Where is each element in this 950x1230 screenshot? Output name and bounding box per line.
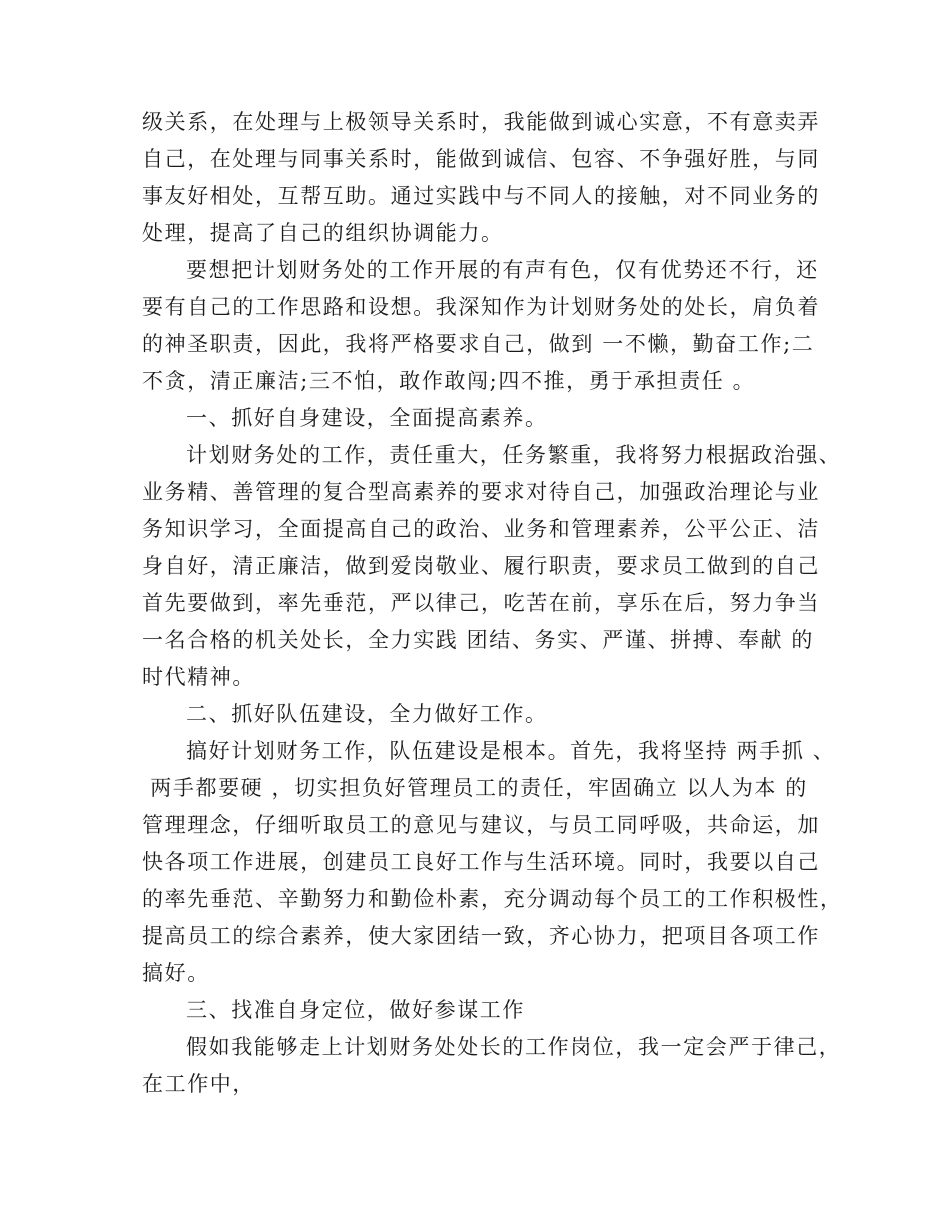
text-line: 务知识学习，全面提高自己的政治、业务和管理素养，公平公正、洁 [142,517,820,541]
text-line: 快各项工作进展，创建员工良好工作与生活环境。同时，我要以自己 [142,850,820,874]
text-line: 三、找准自身定位，做好参谋工作 [186,998,525,1022]
text-line: 提高员工的综合素养，使大家团结一致，齐心协力，把项目各项工作 [142,924,820,948]
text-line: 要想把计划财务处的工作开展的有声有色，仅有优势还不行，还 [186,258,819,282]
text-line: 的率先垂范、辛勤努力和勤俭朴素，充分调动每个员工的工作积极性， [142,887,843,911]
text-line: 业务精、善管理的复合型高素养的要求对待自己，加强政治理论与业 [142,480,820,504]
text-line: 时代精神。 [142,665,255,689]
text-line: 搞好。 [142,961,210,985]
text-line: 一名合格的机关处长，全力实践 团结、务实、严谨、拼搏、奉献 的 [142,628,814,652]
text-line: 不贪，清正廉洁;三不怕，敢作敢闯;四不推，勇于承担责任 。 [142,369,756,393]
text-line: 自己，在处理与同事关系时，能做到诚信、包容、不争强好胜，与同 [142,147,820,171]
text-line: 一、抓好自身建设，全面提高素养。 [186,406,548,430]
text-line: 身自好，清正廉洁，做到爱岗敬业、履行职责，要求员工做到的自己 [142,554,820,578]
text-line: 二、抓好队伍建设，全力做好工作。 [186,702,548,726]
text-line: 计划财务处的工作，责任重大，任务繁重，我将努力根据政治强、 [186,443,842,467]
document-body [142,104,843,1103]
text-line: 管理理念，仔细听取员工的意见与建议，与员工同呼吸，共命运，加 [142,813,820,837]
text-line: 的神圣职责，因此，我将严格要求自己，做到 一不懒，勤奋工作;二 [142,332,815,356]
text-line: 事友好相处，互帮互助。通过实践中与不同人的接触，对不同业务的 [142,184,820,208]
text-line: 首先要做到，率先垂范，严以律己，吃苦在前，享乐在后，努力争当 [142,591,820,615]
text-line: 搞好计划财务工作，队伍建设是根本。首先，我将坚持 两手抓 、 [186,739,836,763]
text-line: 两手都要硬 ，切实担负好管理员工的责任，牢固确立 以人为本 的 [142,776,808,800]
text-line: 要有自己的工作思路和设想。我深知作为计划财务处的处长，肩负着 [142,295,820,319]
text-line: 处理，提高了自己的组织协调能力。 [142,221,504,245]
text-line: 级关系，在处理与上极领导关系时，我能做到诚心实意，不有意卖弄 [142,110,820,134]
text-line: 假如我能够走上计划财务处处长的工作岗位，我一定会严于律己， [186,1035,842,1059]
text-line: 在工作中， [142,1072,255,1096]
